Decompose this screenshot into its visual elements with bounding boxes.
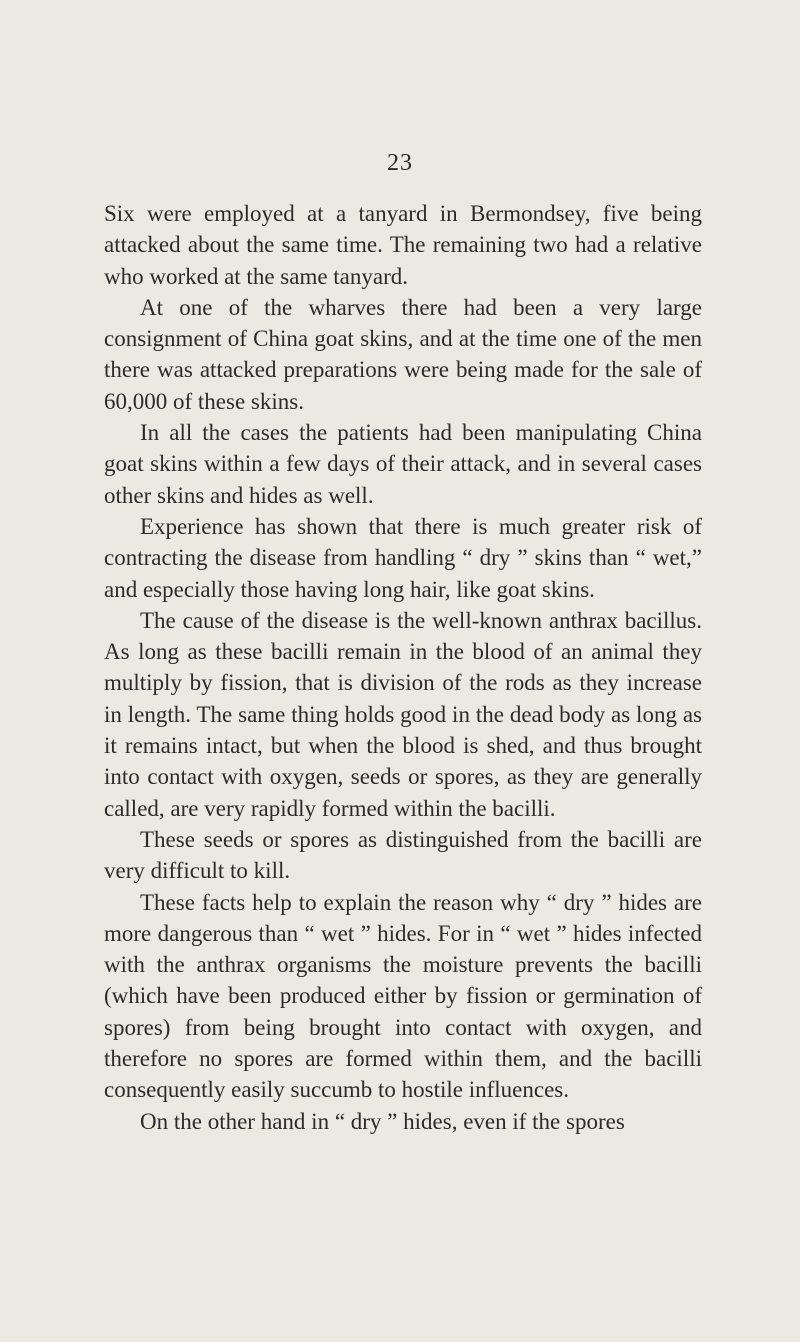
body-text: [104, 198, 702, 1137]
paragraph-1: Six were employed at a tanyard in Bermondsey, five being attacked about the same time. The remaining two had a relative who worked at the same tanyard.: [104, 201, 702, 289]
paragraph-6: These seeds or spores as distinguished from the bacilli are very difficult to kill.: [104, 826, 702, 884]
page-number: 23: [387, 150, 413, 176]
paragraph-8: On the other hand in “ dry ” hides, even if the spores: [140, 1108, 625, 1134]
paragraph-2: At one of the wharves there had been a very large consignment of China goat skins, and at the time one of the men there was attacked preparations were being made for the sale of 60,000 of these skins.: [104, 294, 702, 414]
paragraph-4: Experience has shown that there is much greater risk of contracting the disease from handling “ dry ” skins than “ wet,” and especially those having long hair, like goat skins.: [104, 513, 702, 602]
paragraph-3: In all the cases the patients had been manipulating China goat skins within a few days of their attack, and in several cases other skins and hides as well.: [104, 420, 702, 508]
paragraph-7: These facts help to explain the reason why “ dry ” hides are more dangerous than “ wet ” hides. For in “ wet ” hides infected with the anthrax organisms the moisture prevents the bacilli (which have been produced either by fission or germination of spores) from being brought into contact with oxygen, and therefore no spores are formed within them, and the bacilli consequently easily succumb to hostile influences.: [104, 889, 702, 1103]
paragraph-5: The cause of the disease is the well-known anthrax bacillus. As long as these bacilli remain in the blood of an animal they multiply by fission, that is division of the rods as they increase in length. The same thing holds good in the dead body as long as it remains intact, but when the blood is shed, and thus brought into contact with oxygen, seeds or spores, as they are generally called, are very rapidly formed within the bacilli.: [104, 607, 702, 821]
